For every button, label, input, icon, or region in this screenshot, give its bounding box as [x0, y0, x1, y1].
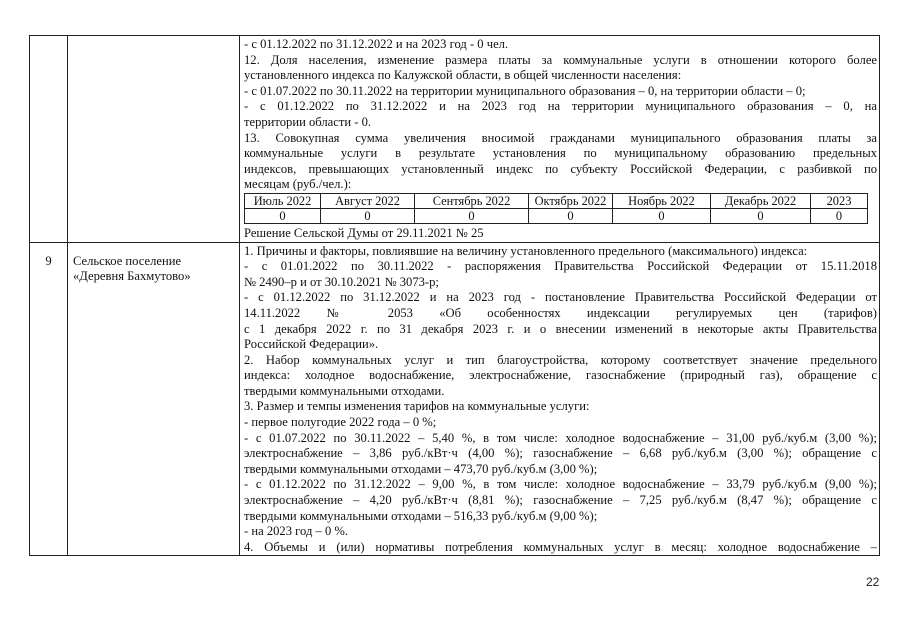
- text-line: 13. Совокупная сумма увеличения вносимой гражданами муниципального образования платы за: [244, 130, 877, 145]
- text-line: № 2490–р и от 30.10.2021 № 3073-р;: [244, 274, 439, 289]
- text-line: - с 01.07.2022 по 30.11.2022 на территории муниципального образования – 0, на территории области – 0;: [244, 83, 806, 98]
- month-header: Ноябрь 2022: [613, 193, 711, 208]
- text-line: - с 01.12.2022 по 31.12.2022 и на 2023 год на территории муниципального образования – 0, на: [244, 99, 877, 114]
- text-line: электроснабжение – 3,86 руб./кВт·ч (4,00 %); газоснабжение – 6,68 руб./куб.м (3,00 %); обращение с: [244, 446, 877, 461]
- text-line: 4. Объемы и (или) нормативы потребления коммунальных услуг в месяц: холодное водоснабжение –: [244, 539, 877, 554]
- text-line: Российской Федерации».: [244, 337, 379, 352]
- text-line: 12. Доля населения, изменение размера платы за коммунальные услуги в отношении которого более: [244, 52, 877, 67]
- page-number: 22: [866, 575, 880, 589]
- row-number-cell: [30, 242, 68, 556]
- month-header: Август 2022: [321, 193, 415, 208]
- month-value: 0: [613, 208, 711, 223]
- months-header-row: [245, 193, 868, 208]
- text-line: - с 01.12.2022 по 31.12.2022 – 9,00 %, в том числе: холодное водоснабжение – 33,79 руб./куб.м (9,00 %);: [244, 477, 877, 492]
- text-line: установленного индекса по Калужской области, в общей численности населения:: [244, 68, 682, 83]
- text-line: индексов, превышающих установленный индекс по субъекту Российской Федерации, с разбивкой по: [244, 161, 877, 176]
- text-line: с 1 декабря 2022 г. по 31 декабря 2023 г. и о внесении изменений в некоторые акты Правительства: [244, 321, 877, 336]
- municipality-name-line: «Деревня Бахмутово»: [73, 269, 191, 284]
- text-line: индекса: холодное водоснабжение, электроснабжение, газоснабжение (природный газ), обращение с: [244, 368, 877, 383]
- text-line: 1. Причины и факторы, повлиявшие на величину установленного предельного (максимального) индекса:: [244, 243, 808, 258]
- decision-reference: Решение Сельской Думы от 29.11.2021 № 25: [244, 225, 484, 240]
- month-value: 0: [811, 208, 868, 223]
- text-line-content: 14.11.2022 № 2053 «Об особенностях индексации регулируемых цен (тарифов): [244, 305, 877, 320]
- text-line: территории области - 0.: [244, 114, 372, 129]
- municipality-name-line: Сельское поселение: [73, 253, 182, 268]
- text-line: 2. Набор коммунальных услуг и тип благоустройства, которому соответствует значение предельного: [244, 352, 877, 367]
- row-number-cell: [30, 36, 68, 243]
- month-header: Сентябрь 2022: [415, 193, 529, 208]
- table-row-previous: [30, 36, 880, 243]
- text-line: твердыми коммунальными отходами – 473,70 руб./куб.м (3,00 %);: [244, 461, 598, 476]
- text-line: - с 01.12.2022 по 31.12.2022 и на 2023 год - постановление Правительства Российской Федерации от: [244, 290, 877, 305]
- indices-table: [29, 35, 880, 556]
- month-value: 0: [245, 208, 321, 223]
- text-line: - с 01.07.2022 по 30.11.2022 – 5,40 %, в том числе: холодное водоснабжение – 31,00 руб./куб.м (3,00 %);: [244, 430, 877, 445]
- municipality-name-cell: [68, 242, 240, 556]
- month-header: Декабрь 2022: [711, 193, 811, 208]
- month-value: 0: [415, 208, 529, 223]
- month-value: 0: [529, 208, 613, 223]
- text-line: твердыми коммунальными отходами.: [244, 383, 445, 398]
- row-number: 9: [45, 253, 52, 268]
- municipality-name: [68, 243, 239, 285]
- month-value: 0: [321, 208, 415, 223]
- month-header: 2023: [811, 193, 868, 208]
- text-line: твердыми коммунальными отходами – 516,33 руб./куб.м (9,00 %);: [244, 508, 598, 523]
- municipality-name-cell: [68, 36, 240, 243]
- text-line: - на 2023 год – 0 %.: [244, 524, 349, 539]
- text-line: - с 01.12.2022 по 31.12.2022 и на 2023 год - 0 чел.: [244, 37, 509, 51]
- text-line: [244, 306, 877, 322]
- text-line: - с 01.01.2022 по 30.11.2022 - распоряжения Правительства Российской Федерации от 15.11.2018: [244, 259, 877, 274]
- text-line: коммунальные услуги в результате установления по муниципальному образованию предельных: [244, 146, 877, 161]
- month-header: Июль 2022: [245, 193, 321, 208]
- row-content-cell: [240, 36, 880, 243]
- row-content-cell: [240, 242, 880, 556]
- months-values-row: [245, 208, 868, 223]
- month-value: 0: [711, 208, 811, 223]
- text-line: месяцам (руб./чел.):: [244, 177, 352, 192]
- table-row-9: [30, 242, 880, 556]
- month-header: Октябрь 2022: [529, 193, 613, 208]
- text-line: электроснабжение – 4,20 руб./кВт·ч (8,81 %); газоснабжение – 7,25 руб./куб.м (8,47 %); обращение с: [244, 493, 877, 508]
- text-line: 3. Размер и темпы изменения тарифов на коммунальные услуги:: [244, 399, 590, 414]
- text-line: - первое полугодие 2022 года – 0 %;: [244, 415, 437, 430]
- monthly-increase-table: [244, 193, 868, 224]
